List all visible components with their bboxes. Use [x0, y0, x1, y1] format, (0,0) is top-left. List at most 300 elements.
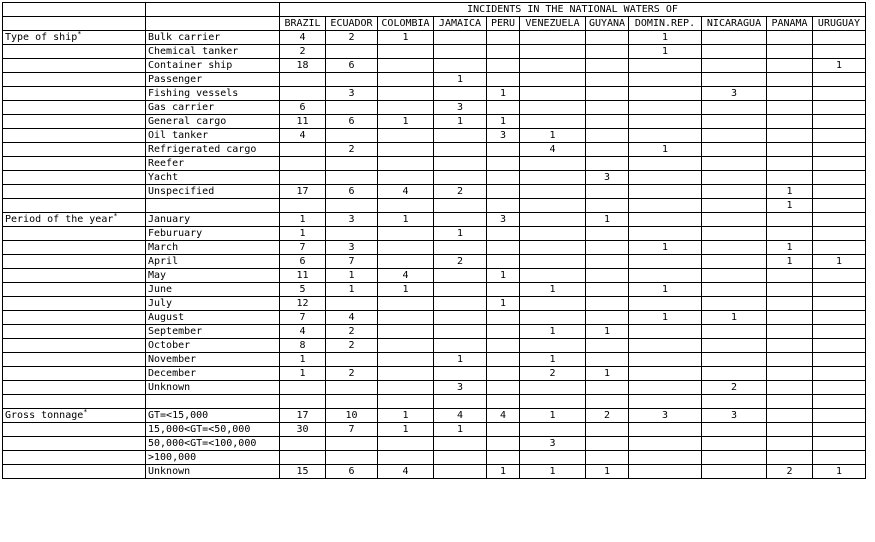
value-cell [326, 199, 378, 213]
category-cell [3, 115, 146, 129]
value-cell [378, 255, 434, 269]
value-cell [813, 213, 866, 227]
value-cell: 12 [280, 297, 326, 311]
value-cell [378, 381, 434, 395]
column-header: JAMAICA [434, 17, 487, 31]
value-cell [586, 101, 629, 115]
value-cell: 1 [767, 199, 813, 213]
value-cell: 1 [280, 213, 326, 227]
corner-cell [3, 3, 146, 17]
row-label: General cargo [146, 115, 280, 129]
value-cell [702, 157, 767, 171]
value-cell [702, 395, 767, 409]
value-cell [520, 297, 586, 311]
value-cell [378, 143, 434, 157]
category-cell [3, 157, 146, 171]
value-cell [767, 409, 813, 423]
value-cell [487, 45, 520, 59]
table-row [3, 227, 866, 241]
value-cell [326, 171, 378, 185]
value-cell [487, 339, 520, 353]
value-cell [378, 73, 434, 87]
value-cell [813, 381, 866, 395]
column-header: GUYANA [586, 17, 629, 31]
value-cell [378, 129, 434, 143]
value-cell [767, 269, 813, 283]
value-cell [767, 157, 813, 171]
value-cell: 1 [487, 115, 520, 129]
row-label: March [146, 241, 280, 255]
value-cell [767, 325, 813, 339]
table-row [3, 381, 866, 395]
value-cell [487, 185, 520, 199]
value-cell [629, 115, 702, 129]
value-cell [767, 143, 813, 157]
value-cell [767, 395, 813, 409]
row-label: June [146, 283, 280, 297]
value-cell [629, 213, 702, 227]
value-cell [378, 45, 434, 59]
row-label: Bulk carrier [146, 31, 280, 45]
value-cell [434, 31, 487, 45]
value-cell: 3 [586, 171, 629, 185]
value-cell [487, 59, 520, 73]
value-cell [629, 87, 702, 101]
value-cell [487, 311, 520, 325]
value-cell [767, 73, 813, 87]
value-cell [702, 367, 767, 381]
value-cell [280, 451, 326, 465]
value-cell [702, 325, 767, 339]
value-cell [586, 451, 629, 465]
row-label: Unknown [146, 381, 280, 395]
value-cell: 6 [280, 255, 326, 269]
value-cell [378, 339, 434, 353]
value-cell [434, 311, 487, 325]
value-cell [326, 297, 378, 311]
value-cell [767, 129, 813, 143]
table-row [3, 451, 866, 465]
value-cell [434, 241, 487, 255]
value-cell [767, 437, 813, 451]
value-cell [586, 227, 629, 241]
value-cell [280, 395, 326, 409]
value-cell [487, 143, 520, 157]
value-cell [520, 381, 586, 395]
row-label: November [146, 353, 280, 367]
table-row [3, 143, 866, 157]
value-cell [629, 325, 702, 339]
value-cell: 1 [434, 73, 487, 87]
value-cell [629, 59, 702, 73]
row-label: July [146, 297, 280, 311]
value-cell [629, 227, 702, 241]
value-cell [434, 129, 487, 143]
table-row [3, 45, 866, 59]
table-row [3, 353, 866, 367]
category-cell: Type of ship* [3, 31, 146, 45]
table-row [3, 171, 866, 185]
value-cell: 4 [280, 129, 326, 143]
category-cell [3, 255, 146, 269]
table-row [3, 269, 866, 283]
value-cell: 2 [434, 255, 487, 269]
value-cell [378, 451, 434, 465]
value-cell: 4 [326, 311, 378, 325]
value-cell: 7 [280, 241, 326, 255]
column-header: VENEZUELA [520, 17, 586, 31]
value-cell [520, 339, 586, 353]
value-cell: 11 [280, 269, 326, 283]
table-row [3, 423, 866, 437]
value-cell [629, 129, 702, 143]
value-cell [434, 339, 487, 353]
value-cell [326, 395, 378, 409]
value-cell: 1 [520, 283, 586, 297]
value-cell [629, 381, 702, 395]
corner-cell [146, 17, 280, 31]
value-cell: 15 [280, 465, 326, 479]
value-cell [629, 353, 702, 367]
value-cell [629, 465, 702, 479]
value-cell [702, 423, 767, 437]
value-cell [378, 87, 434, 101]
value-cell: 1 [487, 269, 520, 283]
value-cell [378, 241, 434, 255]
value-cell [326, 451, 378, 465]
table-row [3, 73, 866, 87]
value-cell [520, 73, 586, 87]
value-cell [378, 437, 434, 451]
row-label: 50,000<GT=<100,000 [146, 437, 280, 451]
value-cell: 4 [487, 409, 520, 423]
row-label: Unspecified [146, 185, 280, 199]
category-cell [3, 45, 146, 59]
value-cell: 1 [326, 283, 378, 297]
value-cell: 4 [434, 409, 487, 423]
row-label [146, 199, 280, 213]
table-row [3, 409, 866, 423]
category-cell [3, 143, 146, 157]
value-cell [520, 31, 586, 45]
value-cell: 6 [326, 185, 378, 199]
value-cell [280, 143, 326, 157]
value-cell [326, 437, 378, 451]
category-cell [3, 381, 146, 395]
category-cell [3, 269, 146, 283]
value-cell [702, 437, 767, 451]
value-cell [487, 31, 520, 45]
value-cell: 4 [378, 185, 434, 199]
value-cell [434, 59, 487, 73]
category-cell [3, 101, 146, 115]
value-cell: 1 [586, 325, 629, 339]
value-cell [520, 451, 586, 465]
table-title: INCIDENTS IN THE NATIONAL WATERS OF [280, 3, 866, 17]
table-row [3, 283, 866, 297]
value-cell: 3 [326, 87, 378, 101]
value-cell [378, 325, 434, 339]
column-header: PERU [487, 17, 520, 31]
column-header: PANAMA [767, 17, 813, 31]
value-cell [767, 227, 813, 241]
value-cell [629, 73, 702, 87]
value-cell [767, 45, 813, 59]
value-cell [629, 395, 702, 409]
table-row [3, 367, 866, 381]
value-cell [586, 73, 629, 87]
value-cell [629, 423, 702, 437]
table-row [3, 311, 866, 325]
value-cell [767, 115, 813, 129]
value-cell [629, 101, 702, 115]
value-cell [434, 157, 487, 171]
value-cell [702, 255, 767, 269]
row-label: 15,000<GT=<50,000 [146, 423, 280, 437]
value-cell: 2 [280, 45, 326, 59]
value-cell [520, 269, 586, 283]
value-cell [487, 227, 520, 241]
value-cell [487, 325, 520, 339]
corner-cell [146, 3, 280, 17]
value-cell [813, 311, 866, 325]
value-cell [702, 241, 767, 255]
value-cell [586, 59, 629, 73]
row-label: Oil tanker [146, 129, 280, 143]
value-cell [280, 437, 326, 451]
value-cell [378, 227, 434, 241]
value-cell: 4 [280, 325, 326, 339]
value-cell: 4 [520, 143, 586, 157]
value-cell [702, 31, 767, 45]
value-cell [520, 115, 586, 129]
value-cell [629, 367, 702, 381]
value-cell [378, 353, 434, 367]
column-header: ECUADOR [326, 17, 378, 31]
table-row [3, 129, 866, 143]
value-cell [326, 157, 378, 171]
row-label: Refrigerated cargo [146, 143, 280, 157]
value-cell [520, 395, 586, 409]
incidents-table [2, 2, 866, 479]
value-cell: 3 [702, 409, 767, 423]
value-cell: 1 [586, 367, 629, 381]
row-label: Unknown [146, 465, 280, 479]
value-cell [767, 339, 813, 353]
value-cell [767, 213, 813, 227]
value-cell [487, 199, 520, 213]
value-cell: 1 [487, 465, 520, 479]
value-cell: 1 [378, 409, 434, 423]
value-cell [702, 339, 767, 353]
value-cell [487, 241, 520, 255]
category-cell [3, 241, 146, 255]
value-cell [326, 101, 378, 115]
value-cell [629, 171, 702, 185]
value-cell [520, 101, 586, 115]
value-cell [586, 199, 629, 213]
value-cell [434, 325, 487, 339]
value-cell [586, 339, 629, 353]
value-cell [629, 269, 702, 283]
category-cell [3, 185, 146, 199]
value-cell: 1 [586, 213, 629, 227]
value-cell [586, 31, 629, 45]
value-cell: 5 [280, 283, 326, 297]
value-cell [280, 199, 326, 213]
value-cell: 1 [378, 115, 434, 129]
value-cell: 7 [326, 423, 378, 437]
value-cell [813, 367, 866, 381]
category-cell [3, 437, 146, 451]
value-cell [487, 437, 520, 451]
value-cell [586, 437, 629, 451]
value-cell: 3 [326, 241, 378, 255]
value-cell [586, 395, 629, 409]
value-cell [326, 129, 378, 143]
value-cell [487, 171, 520, 185]
value-cell: 3 [487, 213, 520, 227]
value-cell: 4 [280, 31, 326, 45]
row-label: >100,000 [146, 451, 280, 465]
category-cell [3, 199, 146, 213]
value-cell [702, 465, 767, 479]
value-cell [434, 297, 487, 311]
value-cell: 3 [434, 101, 487, 115]
value-cell: 4 [378, 465, 434, 479]
table-row [3, 325, 866, 339]
value-cell [629, 199, 702, 213]
value-cell [767, 367, 813, 381]
value-cell [767, 283, 813, 297]
value-cell [629, 157, 702, 171]
value-cell [434, 437, 487, 451]
value-cell [520, 157, 586, 171]
value-cell [813, 185, 866, 199]
value-cell [702, 269, 767, 283]
value-cell: 1 [767, 185, 813, 199]
column-header: NICARAGUA [702, 17, 767, 31]
table-row [3, 101, 866, 115]
value-cell [813, 115, 866, 129]
value-cell: 2 [326, 325, 378, 339]
header-row [3, 17, 866, 31]
row-label: Feburuary [146, 227, 280, 241]
value-cell: 1 [520, 465, 586, 479]
value-cell: 11 [280, 115, 326, 129]
value-cell: 1 [487, 87, 520, 101]
value-cell [586, 241, 629, 255]
value-cell [813, 227, 866, 241]
value-cell [586, 87, 629, 101]
row-label: Reefer [146, 157, 280, 171]
value-cell [813, 73, 866, 87]
value-cell [767, 381, 813, 395]
value-cell: 10 [326, 409, 378, 423]
value-cell [378, 297, 434, 311]
value-cell: 1 [767, 241, 813, 255]
value-cell: 1 [434, 115, 487, 129]
value-cell: 3 [702, 87, 767, 101]
value-cell [702, 297, 767, 311]
value-cell [434, 199, 487, 213]
category-cell [3, 423, 146, 437]
value-cell: 2 [434, 185, 487, 199]
table-row [3, 31, 866, 45]
value-cell [434, 143, 487, 157]
value-cell [487, 395, 520, 409]
value-cell: 1 [434, 423, 487, 437]
value-cell: 2 [702, 381, 767, 395]
category-cell [3, 367, 146, 381]
value-cell [434, 367, 487, 381]
category-cell [3, 339, 146, 353]
table-row [3, 437, 866, 451]
value-cell: 2 [326, 143, 378, 157]
value-cell: 2 [326, 367, 378, 381]
row-label: May [146, 269, 280, 283]
value-cell: 30 [280, 423, 326, 437]
value-cell [378, 171, 434, 185]
table-row [3, 297, 866, 311]
value-cell: 3 [434, 381, 487, 395]
value-cell: 7 [326, 255, 378, 269]
value-cell [378, 157, 434, 171]
row-label: Passenger [146, 73, 280, 87]
value-cell: 1 [813, 255, 866, 269]
value-cell [813, 87, 866, 101]
category-cell [3, 129, 146, 143]
category-cell: Gross tonnage* [3, 409, 146, 423]
category-cell [3, 311, 146, 325]
value-cell: 6 [280, 101, 326, 115]
value-cell [767, 311, 813, 325]
row-label: August [146, 311, 280, 325]
value-cell [586, 353, 629, 367]
value-cell [702, 353, 767, 367]
value-cell [813, 339, 866, 353]
row-label [146, 395, 280, 409]
value-cell: 1 [434, 227, 487, 241]
value-cell [280, 87, 326, 101]
value-cell [767, 451, 813, 465]
value-cell: 1 [520, 325, 586, 339]
value-cell [813, 325, 866, 339]
value-cell [813, 451, 866, 465]
value-cell [326, 353, 378, 367]
value-cell [280, 157, 326, 171]
value-cell [813, 143, 866, 157]
value-cell [702, 213, 767, 227]
value-cell [586, 255, 629, 269]
value-cell [767, 353, 813, 367]
value-cell: 4 [378, 269, 434, 283]
value-cell [586, 381, 629, 395]
value-cell: 17 [280, 409, 326, 423]
row-label: Chemical tanker [146, 45, 280, 59]
row-label: December [146, 367, 280, 381]
value-cell [629, 185, 702, 199]
corner-cell [3, 17, 146, 31]
value-cell: 1 [813, 465, 866, 479]
category-cell [3, 451, 146, 465]
value-cell: 1 [629, 311, 702, 325]
category-cell [3, 395, 146, 409]
value-cell [434, 171, 487, 185]
value-cell [813, 101, 866, 115]
category-cell [3, 87, 146, 101]
value-cell [629, 255, 702, 269]
